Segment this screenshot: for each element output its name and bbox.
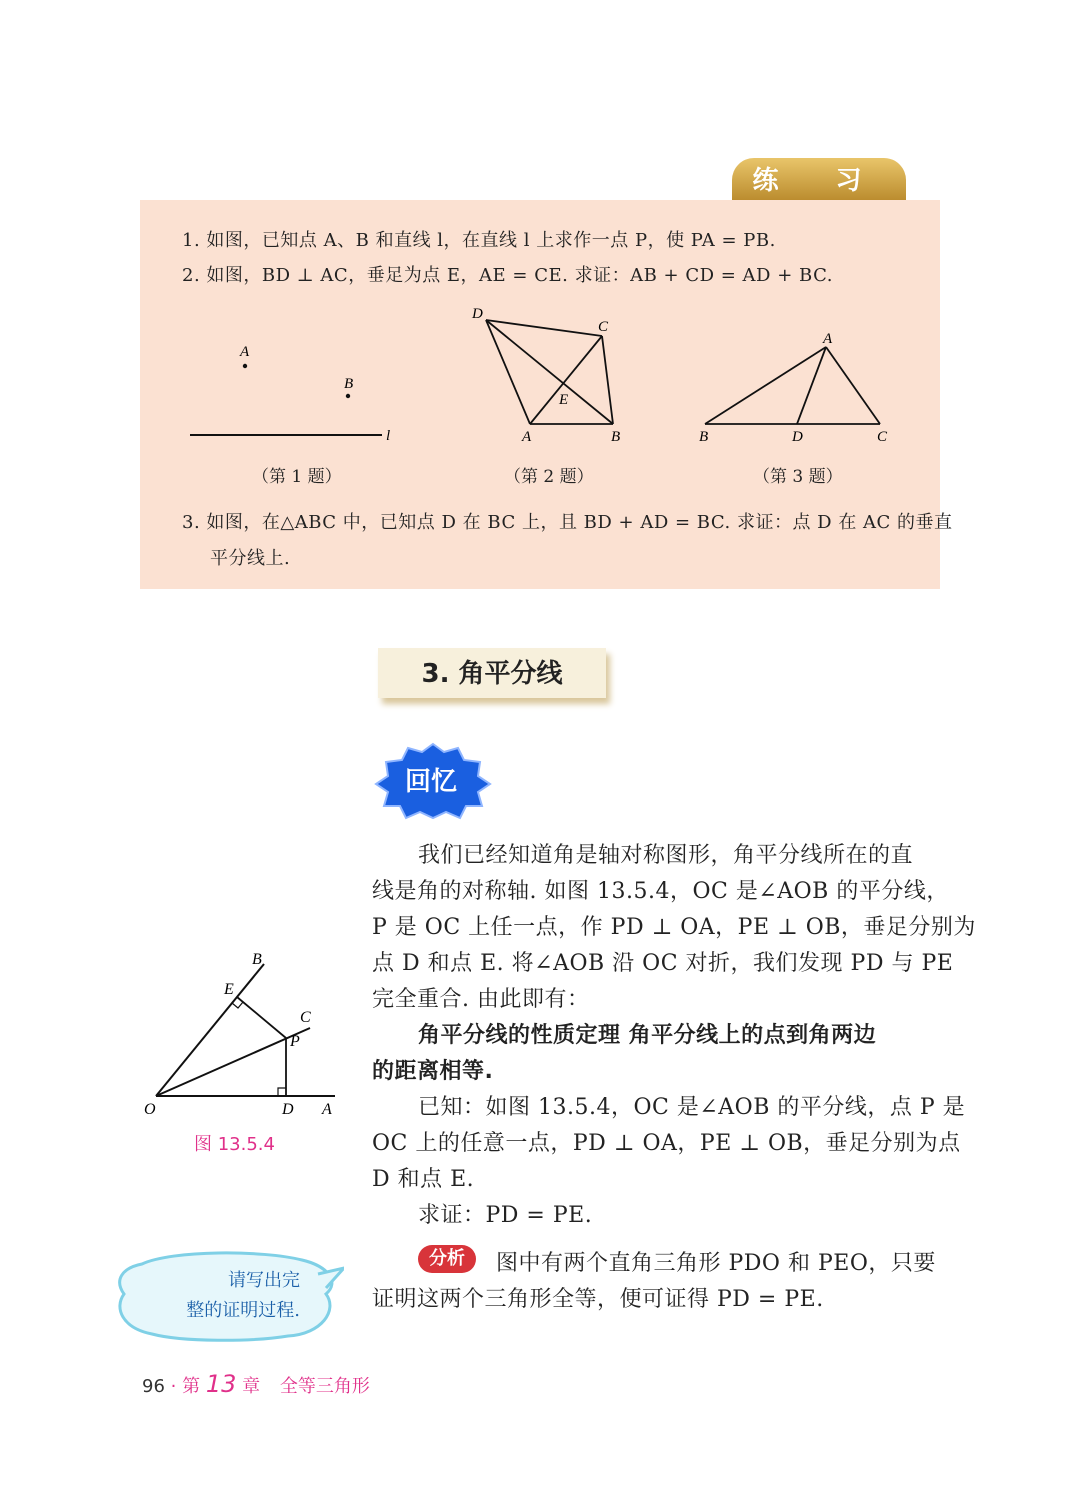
- note-line1: 请写出完: [228, 1270, 300, 1291]
- figure-question-3: [695, 325, 895, 450]
- given-line2: OC 上的任意一点，PD ⊥ OA，PE ⊥ OB，垂足分别为点: [372, 1131, 961, 1156]
- fig-label-C: C: [300, 1009, 311, 1026]
- fig-label-D: D: [282, 1101, 294, 1118]
- fig3-label-A: A: [823, 331, 833, 347]
- fig-label-A: A: [322, 1101, 332, 1118]
- given-line1: 已知：如图 13.5.4，OC 是∠AOB 的平分线，点 P 是: [418, 1095, 966, 1120]
- figure-caption: 图 13.5.4: [194, 1134, 275, 1155]
- caption-question-2: （第 2 题）: [504, 467, 594, 487]
- figure-13-5-4: [130, 940, 350, 1125]
- chapter-prefix: 第: [182, 1376, 201, 1397]
- recall-label: 回忆: [404, 767, 458, 797]
- fig2-label-B: B: [611, 429, 621, 445]
- page-footer: [142, 1370, 370, 1398]
- fig1-label-l: l: [386, 428, 391, 444]
- fig1-label-B: B: [344, 376, 354, 392]
- theorem-line2: 的距离相等.: [372, 1059, 494, 1084]
- question-3-line1: 3. 如图，在△ABC 中，已知点 D 在 BC 上，且 BD + AD = BC. 求证：点 D 在 AC 的垂直: [182, 512, 953, 533]
- fig2-label-E: E: [559, 392, 569, 408]
- page-number: 96: [142, 1376, 165, 1397]
- caption-question-3: （第 3 题）: [753, 467, 843, 487]
- section-title: 3. 角平分线: [378, 648, 606, 698]
- body-p1-line5: 完全重合. 由此即有：: [372, 987, 590, 1012]
- chapter-title: 全等三角形: [279, 1376, 370, 1397]
- recall-badge: [368, 740, 498, 820]
- body-p1-line3: P 是 OC 上任一点，作 PD ⊥ OA，PE ⊥ OB，垂足分别为: [372, 915, 976, 940]
- practice-tab: 练 习: [732, 158, 906, 202]
- prove-line: 求证：PD = PE.: [418, 1203, 593, 1228]
- theorem-line1: 角平分线的性质定理 角平分线上的点到角两边: [418, 1023, 877, 1048]
- figure-question-2: [460, 300, 640, 450]
- chapter-number: 13: [205, 1370, 237, 1398]
- fig3-label-C: C: [877, 429, 888, 445]
- question-1: 1. 如图，已知点 A、B 和直线 l，在直线 l 上求作一点 P，使 PA = PB.: [182, 230, 776, 251]
- caption-question-1: （第 1 题）: [252, 467, 342, 487]
- fig-label-O: O: [144, 1101, 156, 1118]
- chapter-suffix: 章: [242, 1376, 261, 1397]
- note-text: [150, 1266, 300, 1326]
- practice-box: [140, 200, 953, 589]
- fig2-label-A: A: [522, 429, 532, 445]
- figure-question-1: [180, 330, 410, 450]
- footer-separator: ·: [170, 1376, 177, 1397]
- analysis-badge: 分析: [418, 1245, 476, 1273]
- question-2: 2. 如图，BD ⊥ AC，垂足为点 E，AE = CE. 求证：AB + CD = AD + BC.: [182, 265, 833, 286]
- analysis-line1: 图中有两个直角三角形 PDO 和 PEO，只要: [496, 1251, 936, 1276]
- fig3-label-B: B: [699, 429, 709, 445]
- fig-label-E: E: [224, 981, 234, 998]
- fig2-label-C: C: [598, 319, 609, 335]
- fig3-label-D: D: [792, 429, 803, 445]
- given-line3: D 和点 E.: [372, 1167, 475, 1192]
- body-p1-line4: 点 D 和点 E. 将∠AOB 沿 OC 对折，我们发现 PD 与 PE: [372, 951, 954, 976]
- analysis-line2: 证明这两个三角形全等，便可证得 PD = PE.: [372, 1287, 824, 1312]
- fig1-label-A: A: [240, 344, 250, 360]
- question-3-line2: 平分线上.: [210, 548, 291, 569]
- fig-label-B: B: [252, 951, 262, 968]
- fig2-label-D: D: [472, 306, 483, 322]
- body-p1-line2: 线是角的对称轴. 如图 13.5.4，OC 是∠AOB 的平分线，: [372, 879, 949, 904]
- fig-label-P: P: [290, 1033, 300, 1050]
- body-p1-line1: 我们已经知道角是轴对称图形，角平分线所在的直: [418, 843, 914, 868]
- note-line2: 整的证明过程.: [186, 1300, 300, 1321]
